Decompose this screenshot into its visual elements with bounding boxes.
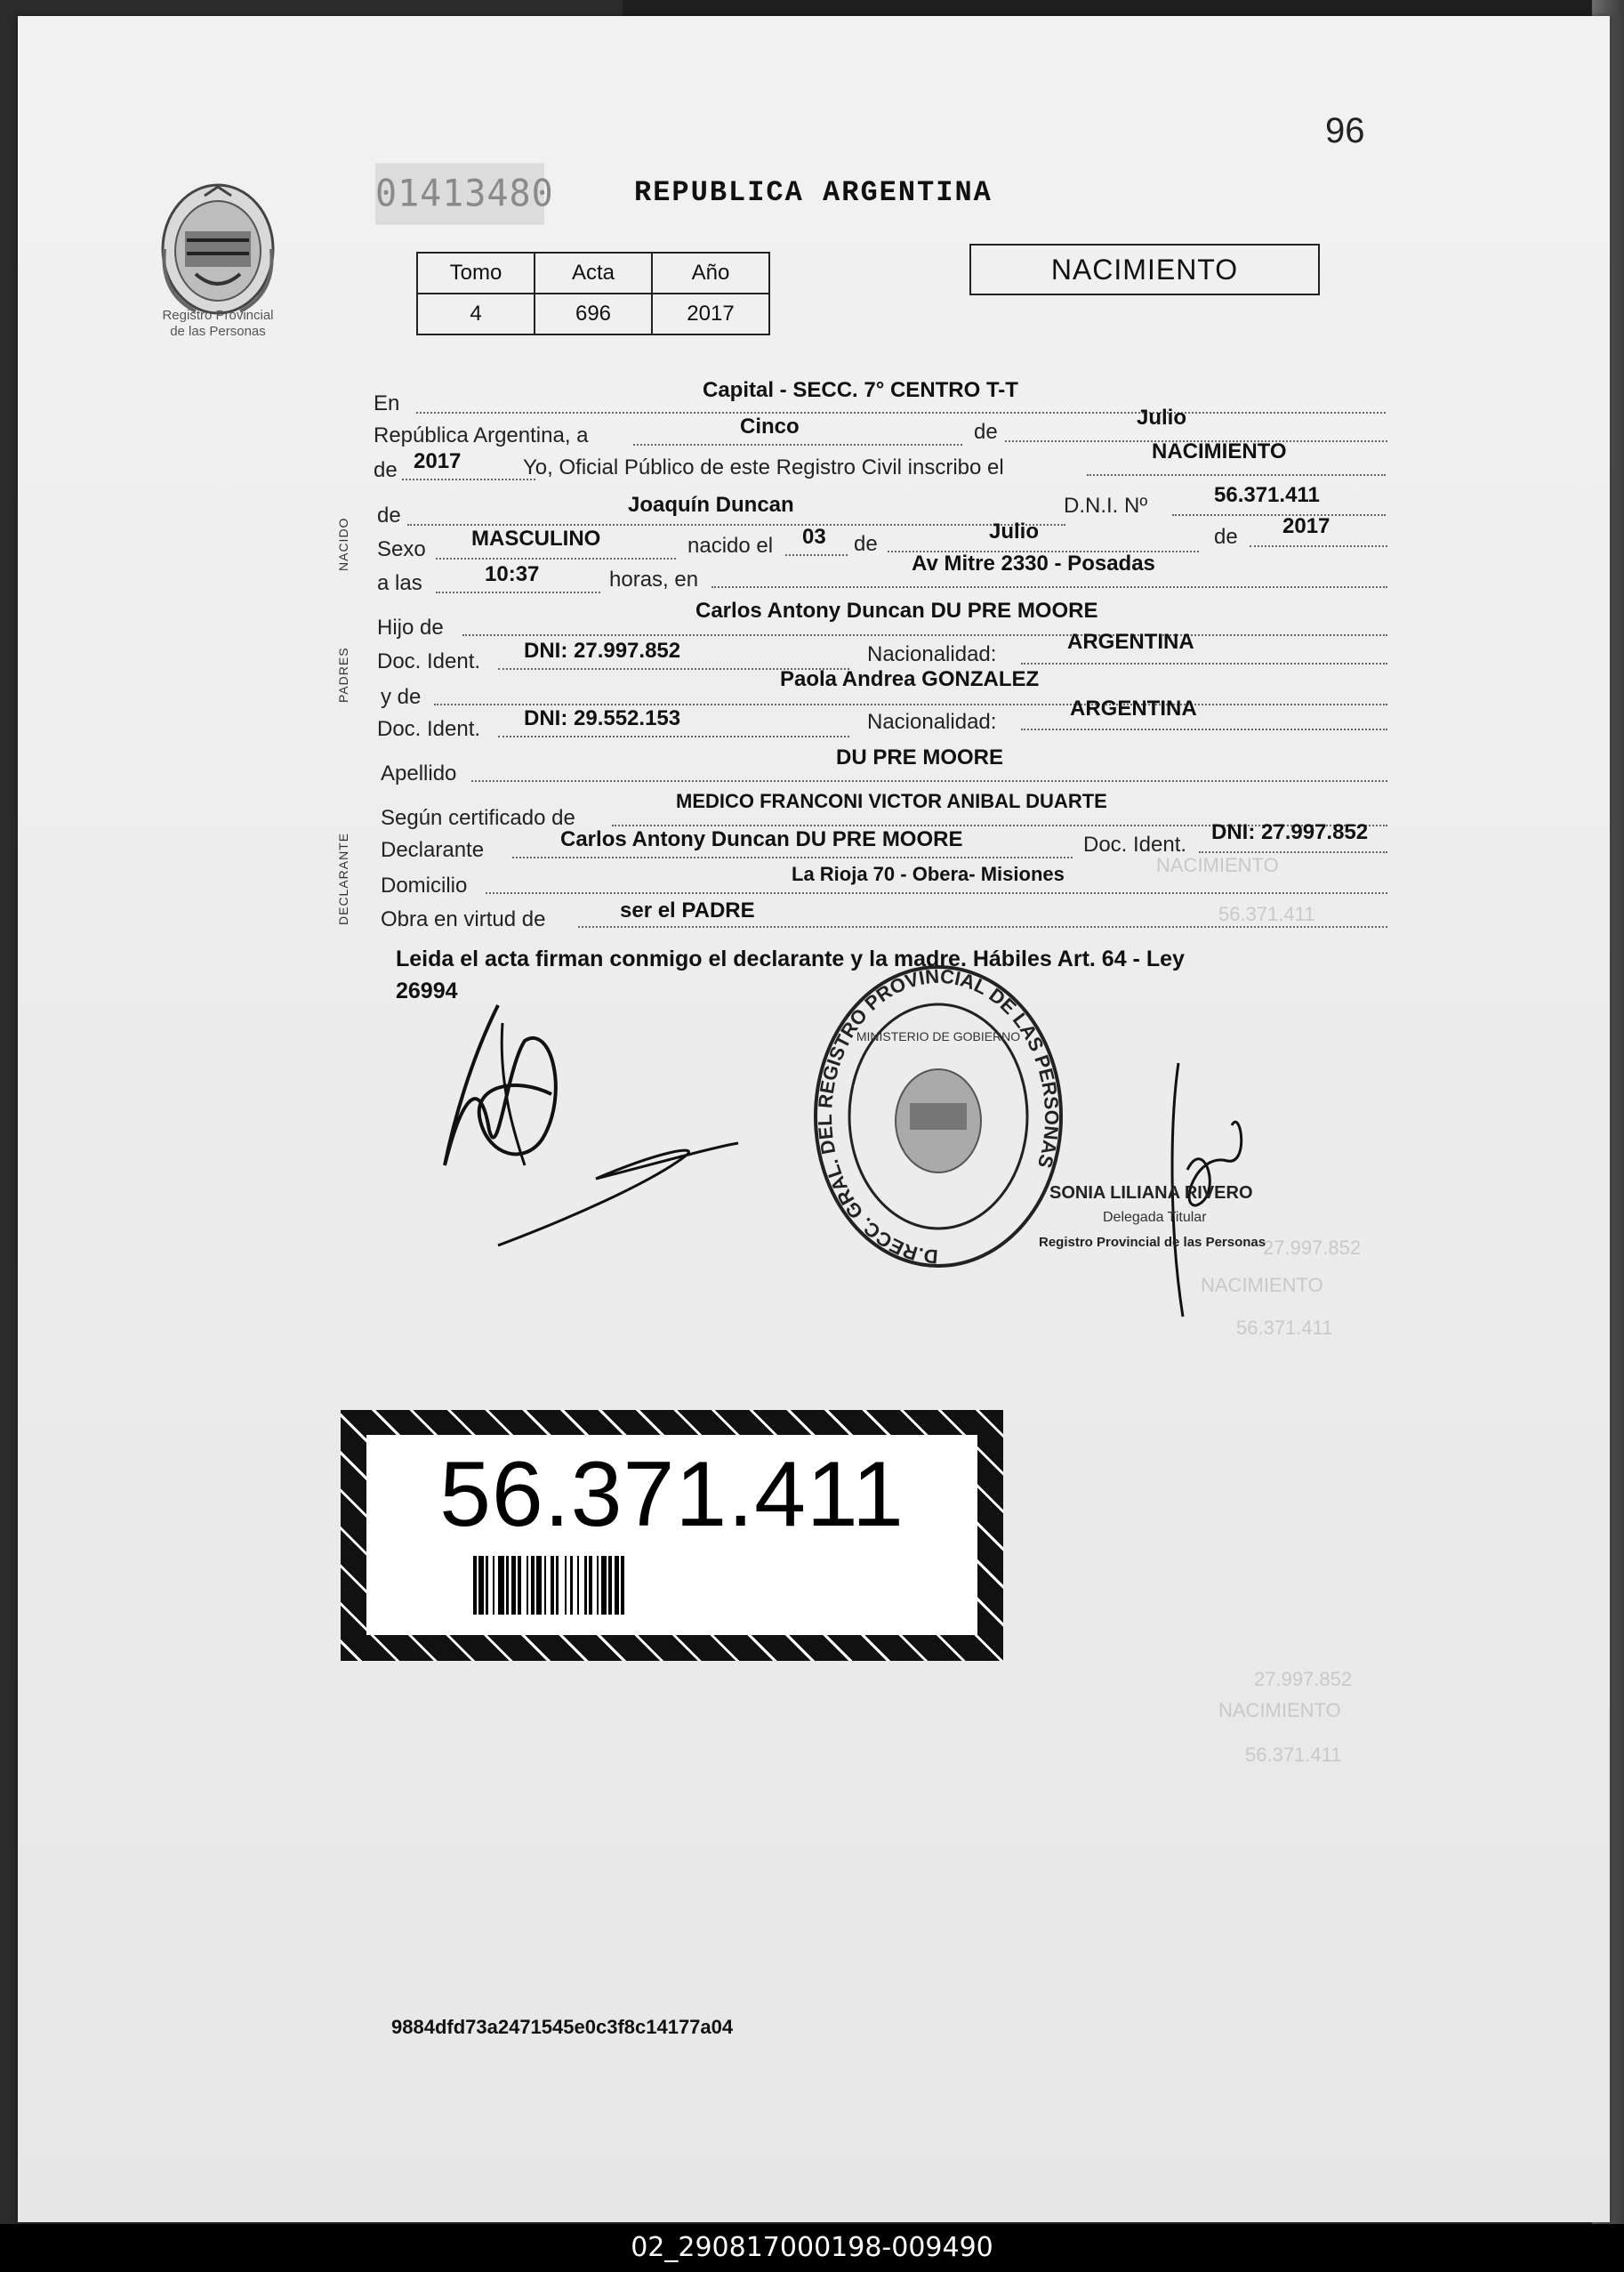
dotted-line bbox=[578, 925, 1387, 928]
ghost-text: NACIMIENTO bbox=[1218, 1699, 1341, 1721]
officer-office: Registro Provincial de las Personas bbox=[1039, 1235, 1266, 1250]
barcode-bar bbox=[498, 1556, 504, 1615]
label-nat-father: Nacionalidad: bbox=[867, 642, 997, 666]
dotted-line bbox=[1021, 728, 1387, 730]
label-doc-declarant: Doc. Ident. bbox=[1083, 833, 1187, 857]
side-label-nacido: NACIDO bbox=[336, 517, 350, 571]
dotted-line bbox=[436, 557, 676, 560]
barcode-bar bbox=[615, 1556, 619, 1615]
barcode-bar bbox=[493, 1556, 494, 1615]
id-number: 56.371.411 bbox=[439, 1443, 904, 1546]
label-dni: D.N.I. Nº bbox=[1064, 494, 1148, 518]
barcode-bar bbox=[511, 1556, 516, 1615]
dotted-line bbox=[1250, 544, 1387, 547]
side-label-declarante: DECLARANTE bbox=[336, 832, 350, 925]
seal-inner-text: MINISTERIO DE GOBIERNO bbox=[856, 1029, 1021, 1043]
value-capacity: ser el PADRE bbox=[620, 898, 755, 922]
dotted-line bbox=[785, 553, 848, 556]
value-declarant-doc: DNI: 27.997.852 bbox=[1211, 820, 1369, 844]
officer-name: SONIA LILIANA RIVERO bbox=[1049, 1183, 1253, 1203]
value-father-doc: DNI: 27.997.852 bbox=[524, 639, 681, 663]
barcode-bar bbox=[551, 1556, 554, 1615]
barcode-bar bbox=[570, 1556, 573, 1615]
label-y-de: y de bbox=[381, 685, 422, 709]
barcode-bar bbox=[536, 1556, 542, 1615]
barcode-bar bbox=[577, 1556, 579, 1615]
barcode-bar bbox=[556, 1556, 559, 1615]
page-number: 96 bbox=[1325, 111, 1365, 150]
label-apellido: Apellido bbox=[381, 761, 457, 786]
barcode-bar bbox=[601, 1556, 607, 1615]
barcode-bar bbox=[527, 1556, 528, 1615]
label-doc-mother: Doc. Ident. bbox=[377, 717, 481, 741]
official-seal-icon bbox=[805, 956, 1072, 1277]
value-time: 10:37 bbox=[485, 562, 540, 586]
table-value-acta: 696 bbox=[535, 294, 652, 334]
dotted-line bbox=[1199, 850, 1387, 853]
officer-role: Delegada Titular bbox=[1103, 1210, 1207, 1225]
barcode-bar bbox=[506, 1556, 509, 1615]
table-header-ano: Año bbox=[652, 253, 769, 294]
ghost-text: 56.371.411 bbox=[1245, 1744, 1342, 1766]
value-mother-nat: ARGENTINA bbox=[1070, 697, 1197, 721]
dotted-line bbox=[712, 585, 1387, 588]
value-certificate: MEDICO FRANCONI VICTOR ANIBAL DUARTE bbox=[676, 790, 1107, 812]
label-segun: Según certificado de bbox=[381, 806, 575, 830]
table-header-tomo: Tomo bbox=[417, 253, 535, 294]
registry-label bbox=[125, 308, 311, 340]
value-month: Julio bbox=[1137, 406, 1187, 430]
dotted-line bbox=[1021, 662, 1387, 665]
ghost-text: 27.997.852 bbox=[1254, 1668, 1353, 1690]
side-label-padres: PADRES bbox=[336, 647, 350, 703]
barcode-bar bbox=[486, 1556, 488, 1615]
ghost-text: NACIMIENTO bbox=[1156, 854, 1279, 876]
value-dni: 56.371.411 bbox=[1214, 483, 1320, 507]
label-yo: Yo, Oficial Público de este Registro Civil inscribo el bbox=[523, 455, 1004, 479]
registry-table bbox=[416, 252, 770, 335]
declarant-signature-icon bbox=[418, 987, 756, 1254]
label-obra: Obra en virtud de bbox=[381, 907, 546, 931]
document-hash: 9884dfd73a2471545e0c3f8c14177a04 bbox=[391, 2016, 734, 2038]
label-hijo: Hijo de bbox=[377, 616, 444, 640]
label-doc-father: Doc. Ident. bbox=[377, 649, 481, 673]
value-father: Carlos Antony Duncan DU PRE MOORE bbox=[695, 599, 1098, 623]
label-a-las: a las bbox=[377, 571, 422, 595]
dotted-line bbox=[633, 443, 962, 446]
country-title: REPUBLICA ARGENTINA bbox=[634, 176, 993, 209]
value-declarant: Carlos Antony Duncan DU PRE MOORE bbox=[560, 827, 963, 851]
dotted-line bbox=[402, 478, 535, 480]
barcode-bar bbox=[518, 1556, 521, 1615]
dotted-line bbox=[416, 411, 1386, 414]
dotted-line bbox=[462, 633, 1387, 636]
barcode-icon bbox=[473, 1556, 873, 1615]
value-birth-day: 03 bbox=[802, 525, 826, 549]
ghost-text: 56.371.411 bbox=[1236, 1317, 1333, 1339]
dotted-line bbox=[512, 856, 1073, 858]
value-surname: DU PRE MOORE bbox=[836, 745, 1004, 769]
value-name: Joaquín Duncan bbox=[628, 493, 794, 517]
id-barcode-panel bbox=[366, 1435, 977, 1635]
ghost-text: NACIMIENTO bbox=[1201, 1274, 1323, 1296]
label-de-name: de bbox=[377, 504, 401, 528]
barcode-bar bbox=[478, 1556, 484, 1615]
value-place: Capital - SECC. 7° CENTRO T-T bbox=[703, 378, 1018, 402]
barcode-bar bbox=[589, 1556, 592, 1615]
label-de-year: de bbox=[374, 458, 398, 482]
ghost-text: 27.997.852 bbox=[1263, 1237, 1362, 1259]
dotted-line bbox=[1172, 513, 1386, 516]
reading-line-2: 26994 bbox=[396, 979, 458, 1003]
barcode-bar bbox=[473, 1556, 477, 1615]
act-type-box: NACIMIENTO bbox=[969, 244, 1320, 295]
value-birth-year: 2017 bbox=[1282, 514, 1331, 538]
label-nacido: nacido el bbox=[687, 534, 774, 558]
table-value-tomo: 4 bbox=[417, 294, 535, 334]
dotted-line bbox=[471, 779, 1387, 782]
reading-line-1: Leida el acta firman conmigo el declarante y la madre. Hábiles Art. 64 - Ley bbox=[396, 947, 1185, 971]
barcode-bar bbox=[531, 1556, 535, 1615]
table-header-acta: Acta bbox=[535, 253, 652, 294]
dotted-line bbox=[434, 703, 1387, 705]
barcode-bar bbox=[621, 1556, 624, 1615]
label-republica: República Argentina, a bbox=[374, 423, 589, 447]
value-father-nat: ARGENTINA bbox=[1067, 630, 1194, 654]
dotted-line bbox=[498, 735, 849, 737]
label-sexo: Sexo bbox=[377, 537, 426, 561]
label-domicilio: Domicilio bbox=[381, 874, 468, 898]
label-nat-mother: Nacionalidad: bbox=[867, 710, 997, 734]
value-birth-month: Julio bbox=[989, 520, 1040, 544]
dotted-line bbox=[486, 891, 1387, 894]
value-mother-doc: DNI: 29.552.153 bbox=[524, 706, 681, 730]
seal-text: D.RECC. GRAL. DEL REGISTRO PROVINCIAL DE LAS PERSONAS bbox=[813, 964, 1064, 1269]
table-value-ano: 2017 bbox=[652, 294, 769, 334]
registry-line-2: de las Personas bbox=[170, 324, 266, 339]
value-mother: Paola Andrea GONZALEZ bbox=[780, 667, 1040, 691]
dotted-line bbox=[436, 591, 600, 593]
label-de-month: de bbox=[854, 532, 878, 556]
barcode-bar bbox=[565, 1556, 567, 1615]
barcode-bar bbox=[608, 1556, 612, 1615]
label-de: de bbox=[974, 420, 998, 444]
value-act: NACIMIENTO bbox=[1152, 439, 1287, 463]
serial-number: 01413480 bbox=[375, 163, 544, 224]
value-day-text: Cinco bbox=[740, 415, 800, 439]
file-id-footer: 02_290817000198-009490 bbox=[0, 2224, 1624, 2272]
barcode-bar bbox=[584, 1556, 587, 1615]
value-address: La Rioja 70 - Obera- Misiones bbox=[792, 863, 1065, 885]
barcode-bar bbox=[597, 1556, 599, 1615]
registry-line-1: Registro Provincial bbox=[162, 308, 274, 323]
dotted-line bbox=[1087, 473, 1386, 476]
label-de-year2: de bbox=[1214, 525, 1238, 549]
barcode-bar bbox=[544, 1556, 546, 1615]
label-horas: horas, en bbox=[609, 568, 699, 592]
ghost-text: 56.371.411 bbox=[1218, 903, 1315, 925]
value-year: 2017 bbox=[414, 449, 462, 473]
value-sex: MASCULINO bbox=[471, 527, 601, 551]
value-birth-place: Av Mitre 2330 - Posadas bbox=[912, 552, 1155, 576]
dotted-line bbox=[407, 523, 1065, 526]
label-declarante: Declarante bbox=[381, 838, 485, 862]
label-en: En bbox=[374, 391, 400, 415]
